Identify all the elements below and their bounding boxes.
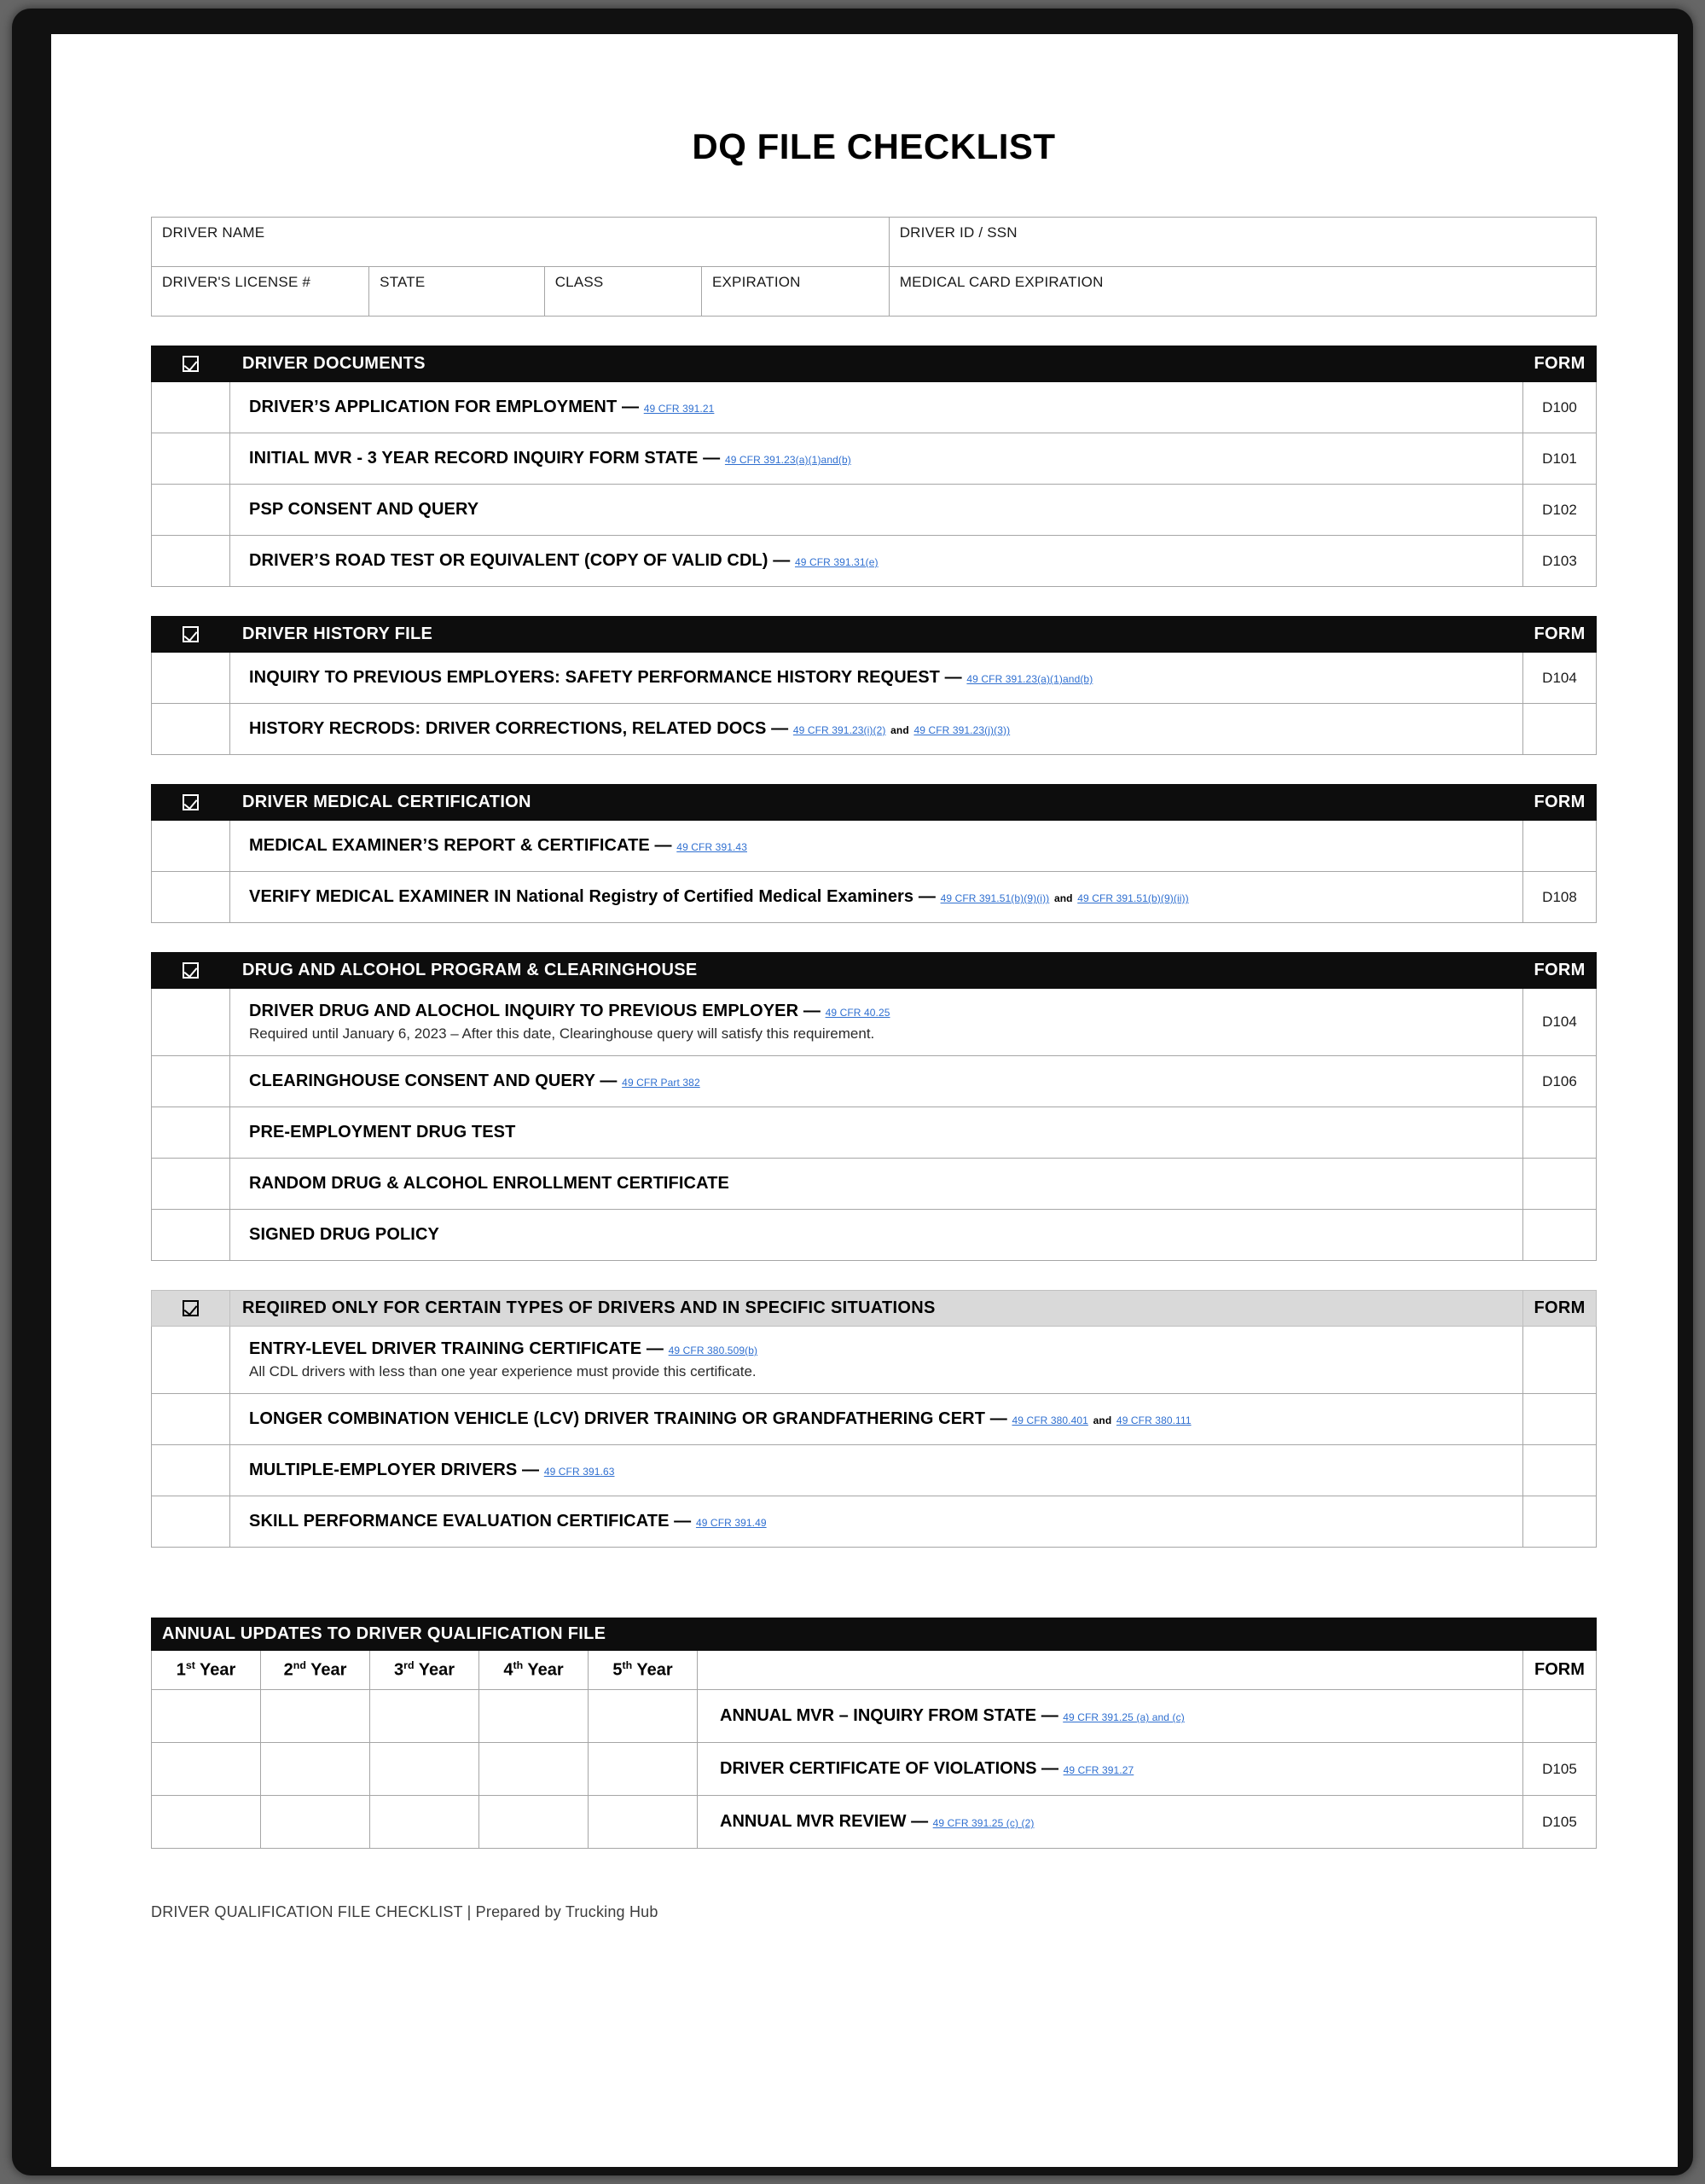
row-checkbox-cell[interactable] [152, 872, 230, 923]
checklist-item-title: MULTIPLE-EMPLOYER DRIVERS — 49 CFR 391.63 [249, 1461, 615, 1480]
year-checkbox-cell-2[interactable] [261, 1690, 370, 1743]
year-checkbox-cell-2[interactable] [261, 1796, 370, 1849]
section-header-row [152, 1291, 1597, 1327]
form-code-cell: D100 [1523, 382, 1597, 433]
form-code-cell [1523, 1496, 1597, 1548]
checklist-table [151, 346, 1597, 587]
checklist-section [151, 784, 1597, 923]
checklist-item-cell [230, 989, 1523, 1056]
row-checkbox-cell[interactable] [152, 821, 230, 872]
checklist-item-title: SKILL PERFORMANCE EVALUATION CERTIFICATE — 49 CFR 391.49 [249, 1512, 767, 1531]
cite-joiner: and [1053, 892, 1073, 904]
em-dash: — [911, 1812, 929, 1832]
table-row [152, 218, 1597, 267]
annual-header-row [152, 1618, 1597, 1651]
row-checkbox-cell[interactable] [152, 536, 230, 587]
em-dash: — [1041, 1706, 1058, 1726]
checklist-item-title: PSP CONSENT AND QUERY [249, 500, 479, 519]
cfr-citation-link[interactable]: 49 CFR 391.23(j)(3)) [913, 724, 1011, 736]
form-code-cell [1523, 1210, 1597, 1261]
row-checkbox-cell[interactable] [152, 1056, 230, 1107]
cfr-citation-link[interactable]: 49 CFR 380.401 [1012, 1414, 1088, 1427]
annual-item-label: DRIVER CERTIFICATE OF VIOLATIONS — 49 CFR 391.27 [698, 1743, 1523, 1796]
table-row [152, 872, 1597, 923]
checklist-item-title: LONGER COMBINATION VEHICLE (LCV) DRIVER TRAINING OR GRANDFATHERING CERT — 49 CFR 380.401 and 49 CFR 380.111 [249, 1409, 1192, 1429]
row-checkbox-cell[interactable] [152, 653, 230, 704]
year-checkbox-cell-3[interactable] [370, 1743, 479, 1796]
section-header-row [152, 346, 1597, 382]
table-row [152, 989, 1597, 1056]
checkbox-checked-icon [183, 626, 199, 642]
em-dash: — [989, 1409, 1007, 1429]
checklist-item-title: RANDOM DRUG & ALCOHOL ENROLLMENT CERTIFICATE [249, 1174, 729, 1194]
year-column-header-2: 2nd Year [261, 1651, 370, 1690]
form-code-cell [1523, 1445, 1597, 1496]
section-title: DRUG AND ALCOHOL PROGRAM & CLEARINGHOUSE [230, 953, 1523, 989]
row-checkbox-cell[interactable] [152, 989, 230, 1056]
form-code-cell [1523, 704, 1597, 755]
table-row [152, 433, 1597, 485]
section-title: DRIVER MEDICAL CERTIFICATION [230, 785, 1523, 821]
form-column-header: FORM [1523, 953, 1597, 989]
cfr-citation-link[interactable]: 49 CFR 391.25 (a) and (c) [1063, 1711, 1185, 1724]
checklist-item-cell [230, 704, 1523, 755]
year-checkbox-cell-1[interactable] [152, 1796, 261, 1849]
class-field[interactable]: CLASS [544, 267, 701, 317]
form-code-cell [1523, 1394, 1597, 1445]
form-code-cell [1523, 1159, 1597, 1210]
em-dash: — [918, 887, 936, 906]
checklist-section [151, 952, 1597, 1261]
cfr-citation-link[interactable]: 49 CFR 391.25 (c) (2) [932, 1817, 1035, 1830]
table-row [152, 267, 1597, 317]
section-title: DRIVER HISTORY FILE [230, 617, 1523, 653]
driver-info-table [151, 217, 1597, 317]
checklist-item-cell [230, 653, 1523, 704]
checklist-item-cell [230, 433, 1523, 485]
page-footer: DRIVER QUALIFICATION FILE CHECKLIST | Prepared by Trucking Hub [151, 1903, 658, 1921]
table-row [152, 704, 1597, 755]
section-title: REQIIRED ONLY FOR CERTAIN TYPES OF DRIVERS AND IN SPECIFIC SITUATIONS [230, 1291, 1523, 1327]
annual-item-label: ANNUAL MVR – INQUIRY FROM STATE — 49 CFR 391.25 (a) and (c) [698, 1690, 1523, 1743]
row-checkbox-cell[interactable] [152, 1159, 230, 1210]
checkbox-checked-icon [183, 794, 199, 810]
em-dash: — [646, 1339, 664, 1359]
em-dash: — [703, 449, 721, 468]
checklist-item-cell [230, 1210, 1523, 1261]
annual-updates-table [151, 1618, 1597, 1849]
table-row [152, 1743, 1597, 1796]
table-row [152, 536, 1597, 587]
table-row [152, 485, 1597, 536]
cfr-citation-link[interactable]: 49 CFR 391.43 [676, 841, 747, 853]
checklist-item-title: INITIAL MVR - 3 YEAR RECORD INQUIRY FORM STATE — 49 CFR 391.23(a)(1)and(b) [249, 449, 851, 468]
section-header-row [152, 617, 1597, 653]
checklist-item-title: ENTRY-LEVEL DRIVER TRAINING CERTIFICATE — 49 CFR 380.509(b) [249, 1339, 758, 1359]
form-code-cell: D101 [1523, 433, 1597, 485]
row-checkbox-cell[interactable] [152, 382, 230, 433]
checklist-item-title: MEDICAL EXAMINER’S REPORT & CERTIFICATE — 49 CFR 391.43 [249, 836, 747, 855]
form-code-cell [1523, 821, 1597, 872]
row-checkbox-cell[interactable] [152, 1107, 230, 1159]
checklist-item-cell [230, 485, 1523, 536]
row-checkbox-cell[interactable] [152, 1445, 230, 1496]
checklist-item-cell [230, 1394, 1523, 1445]
table-row [152, 653, 1597, 704]
form-code-cell [1523, 1327, 1597, 1394]
checklist-item-title: DRIVER DRUG AND ALOCHOL INQUIRY TO PREVIOUS EMPLOYER — 49 CFR 40.25 [249, 1002, 890, 1020]
table-row [152, 1056, 1597, 1107]
cfr-citation-link[interactable]: 49 CFR 391.23(a)(1)and(b) [724, 454, 851, 466]
year-checkbox-cell-3[interactable] [370, 1796, 479, 1849]
year-checkbox-cell-2[interactable] [261, 1743, 370, 1796]
form-code-cell: D106 [1523, 1056, 1597, 1107]
table-row [152, 1327, 1597, 1394]
form-code-cell: D108 [1523, 872, 1597, 923]
form-code-cell: D104 [1523, 653, 1597, 704]
year-checkbox-cell-5[interactable] [589, 1796, 698, 1849]
em-dash: — [944, 668, 962, 687]
year-column-header-3: 3rd Year [370, 1651, 479, 1690]
em-dash: — [674, 1512, 692, 1531]
checklist-item-cell [230, 1159, 1523, 1210]
document-page [51, 34, 1678, 2167]
checklist-item-title: PRE-EMPLOYMENT DRUG TEST [249, 1123, 516, 1142]
checklist-item-title: CLEARINGHOUSE CONSENT AND QUERY — 49 CFR Part 382 [249, 1072, 700, 1091]
annual-updates-block [151, 1618, 1597, 1849]
form-code-cell: D103 [1523, 536, 1597, 587]
annual-form-code [1522, 1690, 1596, 1743]
annual-header-title: ANNUAL UPDATES TO DRIVER QUALIFICATION FILE [152, 1618, 1597, 1651]
year-checkbox-cell-4[interactable] [479, 1796, 589, 1849]
table-row [152, 1394, 1597, 1445]
form-column-header: FORM [1523, 1291, 1597, 1327]
checklist-section [151, 616, 1597, 755]
cfr-citation-link[interactable]: 49 CFR 391.49 [695, 1517, 767, 1530]
year-checkbox-cell-4[interactable] [479, 1690, 589, 1743]
year-column-header-4: 4th Year [479, 1651, 589, 1690]
checklist-table [151, 784, 1597, 923]
table-row [152, 1690, 1597, 1743]
checklist-item-note: All CDL drivers with less than one year experience must provide this certificate. [249, 1363, 757, 1380]
year-column-header-1: 1st Year [152, 1651, 261, 1690]
checklist-item-cell [230, 382, 1523, 433]
row-checkbox-cell[interactable] [152, 433, 230, 485]
checkbox-header-cell [152, 953, 230, 989]
checklist-item-cell [230, 536, 1523, 587]
checkbox-checked-icon [183, 962, 199, 979]
year-checkbox-cell-4[interactable] [479, 1743, 589, 1796]
year-checkbox-cell-5[interactable] [589, 1743, 698, 1796]
state-field[interactable]: STATE [369, 267, 545, 317]
year-column-header-5: 5th Year [589, 1651, 698, 1690]
row-checkbox-cell[interactable] [152, 1496, 230, 1548]
checkbox-header-cell [152, 617, 230, 653]
annual-description-header [698, 1651, 1523, 1690]
table-row [152, 1107, 1597, 1159]
em-dash: — [773, 551, 791, 570]
table-row [152, 1445, 1597, 1496]
row-checkbox-cell[interactable] [152, 485, 230, 536]
year-checkbox-cell-1[interactable] [152, 1690, 261, 1743]
annual-form-code: D105 [1522, 1796, 1596, 1849]
checkbox-header-cell [152, 1291, 230, 1327]
row-checkbox-cell[interactable] [152, 1210, 230, 1261]
drivers-license-field[interactable]: DRIVER'S LICENSE # [152, 267, 369, 317]
checkbox-header-cell [152, 785, 230, 821]
checkbox-checked-icon [183, 356, 199, 372]
checklist-item-title: HISTORY RECRODS: DRIVER CORRECTIONS, RELATED DOCS — 49 CFR 391.23(i)(2) and 49 CFR 391.23(j)(3)) [249, 719, 1011, 738]
cfr-citation-link[interactable]: 49 CFR 391.63 [543, 1466, 615, 1478]
form-column-header: FORM [1523, 346, 1597, 382]
form-code-cell: D104 [1523, 989, 1597, 1056]
em-dash: — [600, 1072, 618, 1091]
checklist-item-title: INQUIRY TO PREVIOUS EMPLOYERS: SAFETY PERFORMANCE HISTORY REQUEST — 49 CFR 391.23(a)(1)and(b) [249, 668, 1093, 687]
checklist-table [151, 952, 1597, 1261]
em-dash: — [621, 398, 640, 416]
table-row [152, 821, 1597, 872]
driver-info-block [151, 217, 1597, 317]
cfr-citation-link[interactable]: 49 CFR 391.23(i)(2) [792, 724, 886, 736]
cfr-citation-link[interactable]: 49 CFR 380.111 [1116, 1414, 1192, 1427]
checkbox-checked-icon [183, 1300, 199, 1316]
medical-card-expiration-field[interactable]: MEDICAL CARD EXPIRATION [889, 267, 1596, 317]
cfr-citation-link[interactable]: 49 CFR 391.27 [1063, 1764, 1134, 1777]
cfr-citation-link[interactable]: 49 CFR 40.25 [825, 1007, 890, 1019]
cfr-citation-link[interactable]: 49 CFR 380.509(b) [668, 1345, 758, 1357]
form-column-header: FORM [1523, 617, 1597, 653]
checklist-item-cell [230, 1107, 1523, 1159]
year-checkbox-cell-1[interactable] [152, 1743, 261, 1796]
form-code-cell [1523, 1107, 1597, 1159]
annual-item-label: ANNUAL MVR REVIEW — 49 CFR 391.25 (c) (2) [698, 1796, 1523, 1849]
section-header-row [152, 953, 1597, 989]
checklist-item-cell [230, 872, 1523, 923]
year-checkbox-cell-3[interactable] [370, 1690, 479, 1743]
form-column-header: FORM [1523, 785, 1597, 821]
checklist-item-cell [230, 821, 1523, 872]
year-checkbox-cell-5[interactable] [589, 1690, 698, 1743]
checklist-table [151, 616, 1597, 755]
table-row [152, 1210, 1597, 1261]
cite-joiner: and [890, 724, 909, 736]
checklist-sections [151, 346, 1597, 1548]
cfr-citation-link[interactable]: 49 CFR Part 382 [622, 1077, 700, 1089]
form-code-cell: D102 [1523, 485, 1597, 536]
checklist-item-cell [230, 1056, 1523, 1107]
em-dash: — [771, 719, 789, 738]
table-row [152, 1796, 1597, 1849]
checklist-item-title: DRIVER’S APPLICATION FOR EMPLOYMENT — 49 CFR 391.21 [249, 398, 715, 416]
driver-id-ssn-field[interactable]: DRIVER ID / SSN [889, 218, 1596, 267]
row-checkbox-cell[interactable] [152, 704, 230, 755]
cfr-citation-link[interactable]: 49 CFR 391.21 [643, 403, 715, 415]
em-dash: — [654, 836, 672, 855]
section-header-row [152, 785, 1597, 821]
section-title: DRIVER DOCUMENTS [230, 346, 1523, 382]
em-dash: — [1041, 1759, 1059, 1779]
checklist-item-title: SIGNED DRUG POLICY [249, 1225, 439, 1245]
row-checkbox-cell[interactable] [152, 1394, 230, 1445]
annual-column-header-row [152, 1651, 1597, 1690]
table-row [152, 1496, 1597, 1548]
cite-joiner: and [1093, 1414, 1112, 1427]
cfr-citation-link[interactable]: 49 CFR 391.23(a)(1)and(b) [966, 673, 1093, 685]
checklist-section [151, 346, 1597, 587]
checklist-item-title: DRIVER’S ROAD TEST OR EQUIVALENT (COPY OF VALID CDL) — 49 CFR 391.31(e) [249, 551, 879, 570]
cfr-citation-link[interactable]: 49 CFR 391.51(b)(9)(i)) [940, 892, 1050, 904]
checklist-table [151, 1290, 1597, 1548]
checklist-item-cell [230, 1445, 1523, 1496]
checklist-item-title: VERIFY MEDICAL EXAMINER IN National Registry of Certified Medical Examiners — 49 CFR 391.51(b)(9)(i)) and 49 CFR 391.51(b)(9)(ii)) [249, 887, 1189, 906]
checklist-item-note: Required until January 6, 2023 – After this date, Clearinghouse query will satisfy this requirement. [249, 1025, 875, 1042]
cfr-citation-link[interactable]: 49 CFR 391.51(b)(9)(ii)) [1077, 892, 1189, 904]
em-dash: — [522, 1461, 540, 1480]
device-frame [12, 9, 1693, 2175]
checkbox-header-cell [152, 346, 230, 382]
checklist-item-cell [230, 1327, 1523, 1394]
em-dash: — [803, 1002, 821, 1020]
table-row [152, 1159, 1597, 1210]
page-content [151, 85, 1597, 1921]
driver-name-field[interactable]: DRIVER NAME [152, 218, 890, 267]
table-row [152, 382, 1597, 433]
checklist-item-cell [230, 1496, 1523, 1548]
row-checkbox-cell[interactable] [152, 1327, 230, 1394]
annual-form-header: FORM [1522, 1651, 1596, 1690]
expiration-field[interactable]: EXPIRATION [701, 267, 889, 317]
checklist-section [151, 1290, 1597, 1548]
annual-form-code: D105 [1522, 1743, 1596, 1796]
cfr-citation-link[interactable]: 49 CFR 391.31(e) [795, 556, 879, 568]
page-title: DQ FILE CHECKLIST [692, 126, 1056, 166]
